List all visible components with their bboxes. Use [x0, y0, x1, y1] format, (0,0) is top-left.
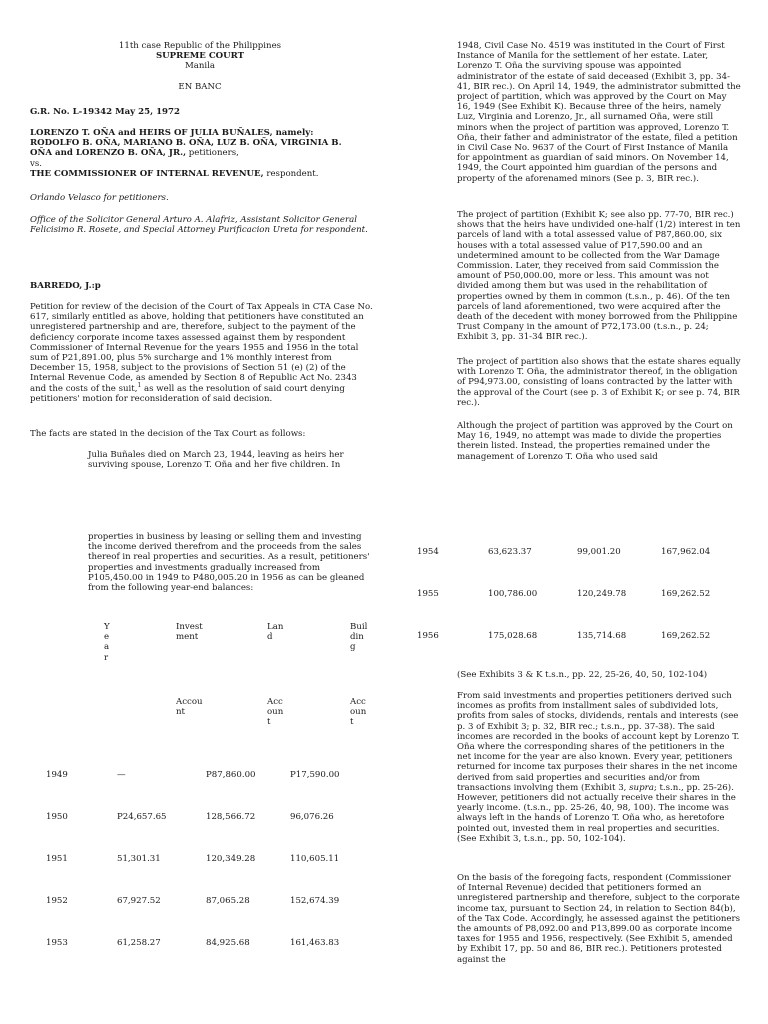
table-cell-building: 169,262.52	[661, 589, 711, 599]
party-line: OÑA and LORENZO B. OÑA, JR.,	[30, 148, 187, 159]
city: Manila	[184, 61, 216, 72]
paragraph-text: From said investments and properties petitioners derived such incomes as profits from installment sales of subdivided lots, profits from sales of stocks, dividends, rentals and interests (see p. 3 of Exhibit 3; p. 32, BIR rec.; t.s.n., pp. 37-38). The said incomes are recorded in the books of account kept by Lorenzo T. Oña where the corresponding shares of the petitioners in the net income for the year are also known. Every year, petitioners returned for income tax purposes their shares in the net income derived from said properties and securities and/or from transactions involving them (Exhibit 3,	[457, 691, 740, 793]
case-number: G.R. No. L-19342 May 25, 1972	[30, 107, 180, 117]
counsel-respondent: Office of the Solicitor General Arturo A. Alafriz, Assistant Solicitor General Felicisimo R. Rosete, and Special Attorney Purificacion Ureta for respondent.	[30, 215, 368, 236]
paragraph: The project of partition (Exhibit K; see also pp. 77-70, BIR rec.) shows that the heirs have undivided one-half (1/2) interest in ten parcels of land with a total assessed value of P87,860.00, six houses with a total assessed value of P17,590.00 and an undetermined amount to be collected from the War Damage Commission. Later, they received from said Commission the amount of P50,000.00, more or less. This amount was not divided among them but was used in the rehabilitation of properties owned by them in common (t.s.n., p. 46). Of the ten parcels of land aforementioned, two were acquired after the death of the decedent with money borrowed from the Philippine Trust Company in the amount of P72,173.00 (t.s.n., p. 24; Exhibit 3, pp. 31-34 BIR rec.).	[457, 210, 741, 343]
table-cell-year: 1950	[46, 812, 68, 822]
column-header-building: Building	[350, 622, 368, 653]
table-cell-land: 128,566.72	[206, 812, 256, 822]
table-cell-building: 152,674.39	[290, 896, 340, 906]
table-cell-building: 96,076.26	[290, 812, 334, 822]
properties-paragraph: properties in business by leasing or selling them and investing the income derived therefrom and the proceeds from the sales thereof in real properties and securities. As a result, petitioners' properties and investments gradually increased from P105,450.00 in 1949 to P480,005.20 in 1956 as can be gleaned from the following year-end balances:	[88, 532, 370, 594]
table-cell-land: 135,714.68	[577, 631, 627, 641]
footnote-marker[interactable]: 1	[137, 381, 142, 389]
parties-block	[30, 128, 375, 179]
paragraph: Although the project of partition was approved by the Court on May 16, 1949, no attempt was made to divide the properties therein listed. Instead, the properties remained under the management of Lorenzo T. Oña who used said	[457, 421, 733, 462]
table-cell-land: 84,925.68	[206, 938, 250, 948]
table-cell-year: 1956	[417, 631, 439, 641]
table-cell-building: 169,262.52	[661, 631, 711, 641]
petition-text: Petition for review of the decision of the Court of Tax Appeals in CTA Case No. 617, similarly entitled as above, holding that petitioners have constituted an unregistered partnership and are, therefore, subject to the payment of the deficiency corporate income taxes assessed against them by respondent Commissioner of Internal Revenue for the years 1955 and 1956 in the total sum of P21,891.00, plus 5% surcharge and 1% monthly interest from December 15, 1958, subject to the provisions of Section 51 (e) (2) of the Internal Revenue Code, as amended by Section 8 of Republic Act No. 2343 and the costs of the suit,	[30, 302, 373, 394]
table-cell-year: 1955	[417, 589, 439, 599]
table-cell-year: 1954	[417, 547, 439, 557]
column-subheader: Account	[176, 697, 203, 718]
table-cell-year: 1951	[46, 854, 68, 864]
table-cell-building: 110,605.11	[290, 854, 340, 864]
column-subheader: Account	[267, 697, 284, 728]
table-cell-building: 161,463.83	[290, 938, 340, 948]
table-cell-year: 1952	[46, 896, 68, 906]
table-cell-investment: —	[117, 770, 126, 780]
column-header-investment: Investment	[176, 622, 203, 643]
table-cell-land: P87,860.00	[206, 770, 256, 780]
table-cell-land: 87,065.28	[206, 896, 250, 906]
table-cell-investment: 175,028.68	[488, 631, 538, 641]
party-role: respondent.	[263, 168, 319, 179]
table-cell-investment: 63,623.37	[488, 547, 532, 557]
ponente: BARREDO, J.:p	[30, 281, 101, 291]
party-role: petitioners,	[186, 148, 239, 159]
header-line: 11th case Republic of the Philippines	[118, 41, 282, 51]
table-cell-land: 99,001.20	[577, 547, 621, 557]
petition-paragraph	[30, 302, 373, 404]
table-cell-building: P17,590.00	[290, 770, 340, 780]
paragraph	[457, 691, 741, 844]
table-cell-investment: 61,258.27	[117, 938, 161, 948]
respondent-name: THE COMMISSIONER OF INTERNAL REVENUE,	[30, 168, 264, 179]
table-cell-land: 120,349.28	[206, 854, 256, 864]
division: EN BANC	[178, 81, 222, 92]
versus: vs.	[30, 158, 42, 169]
court-name: SUPREME COURT	[155, 51, 245, 62]
quote-start: Julia Buñales died on March 23, 1944, leaving as heirs her surviving spouse, Lorenzo T. Oña and her five children. In	[88, 450, 344, 471]
table-cell-investment: 51,301.31	[117, 854, 161, 864]
facts-intro: The facts are stated in the decision of the Tax Court as follows:	[30, 429, 306, 439]
table-cell-year: 1949	[46, 770, 68, 780]
paragraph: On the basis of the foregoing facts, respondent (Commissioner of Internal Revenue) decided that petitioners formed an unregistered partnership and therefore, subject to the corporate income tax, pursuant to Section 24, in relation to Section 84(b), of the Tax Code. Accordingly, he assessed against the petitioners the amounts of P8,092.00 and P13,899.00 as corporate income taxes for 1955 and 1956, respectively. (See Exhibit 5, amended by Exhibit 17, pp. 50 and 86, BIR rec.). Petitioners protested against the	[457, 873, 741, 965]
table-cell-investment: 100,786.00	[488, 589, 538, 599]
paragraph-italic: supra	[629, 782, 654, 793]
table-cell-land: 120,249.78	[577, 589, 627, 599]
paragraph-text: ; t.s.n., pp. 25-26). However, petitioners did not actually receive their shares in the yearly income. (t.s.n., pp. 25-26, 40, 98, 100). The income was always left in the hands of Lorenzo T. Oña who, as heretofore pointed out, invested them in real properties and securities. (See Exhibit 3, t.s.n., pp. 50, 102-104).	[457, 782, 736, 844]
party-line: RODOLFO B. OÑA, MARIANO B. OÑA, LUZ B. OÑA, VIRGINIA B.	[30, 138, 342, 149]
column-subheader: Account	[350, 697, 367, 728]
column-header-year: Year	[104, 622, 110, 663]
paragraph: 1948, Civil Case No. 4519 was instituted in the Court of First Instance of Manila for the settlement of her estate. Later, Lorenzo T. Oña the surviving spouse was appointed administrator of the estate of said deceased (Exhibit 3, pp. 34-41, BIR rec.). On April 14, 1949, the administrator submitted the project of partition, which was approved by the Court on May 16, 1949 (See Exhibit K). Because three of the heirs, namely Luz, Virginia and Lorenzo, Jr., all surnamed Oña, were still minors when the project of partition was approved, Lorenzo T. Oña, their father and administrator of the estate, filed a petition in Civil Case No. 9637 of the Court of First Instance of Manila for appointment as guardian of said minors. On November 14, 1949, the Court appointed him guardian of the persons and property of the aforenamed minors (See p. 3, BIR rec.).	[457, 41, 741, 184]
petition-text-end: as well as the resolution of said court denying petitioners' motion for reconsideration of said decision.	[30, 383, 345, 404]
party-line: LORENZO T. OÑA and HEIRS OF JULIA BUÑALES, namely:	[30, 128, 314, 138]
column-header-land: Land	[267, 622, 284, 643]
table-cell-year: 1953	[46, 938, 68, 948]
table-cell-investment: 67,927.52	[117, 896, 161, 906]
table-cell-building: 167,962.04	[661, 547, 711, 557]
table-cell-investment: P24,657.65	[117, 812, 167, 822]
paragraph: The project of partition also shows that the estate shares equally with Lorenzo T. Oña, the administrator thereof, in the obligation of P94,973.00, consisting of loans contracted by the latter with the approval of the Court (see p. 3 of Exhibit K; or see p. 74, BIR rec.).	[457, 357, 741, 408]
header-block	[30, 41, 370, 92]
counsel-petitioners: Orlando Velasco for petitioners.	[30, 193, 169, 203]
exhibits-reference: (See Exhibits 3 & K t.s.n., pp. 22, 25-26, 40, 50, 102-104)	[457, 670, 708, 680]
